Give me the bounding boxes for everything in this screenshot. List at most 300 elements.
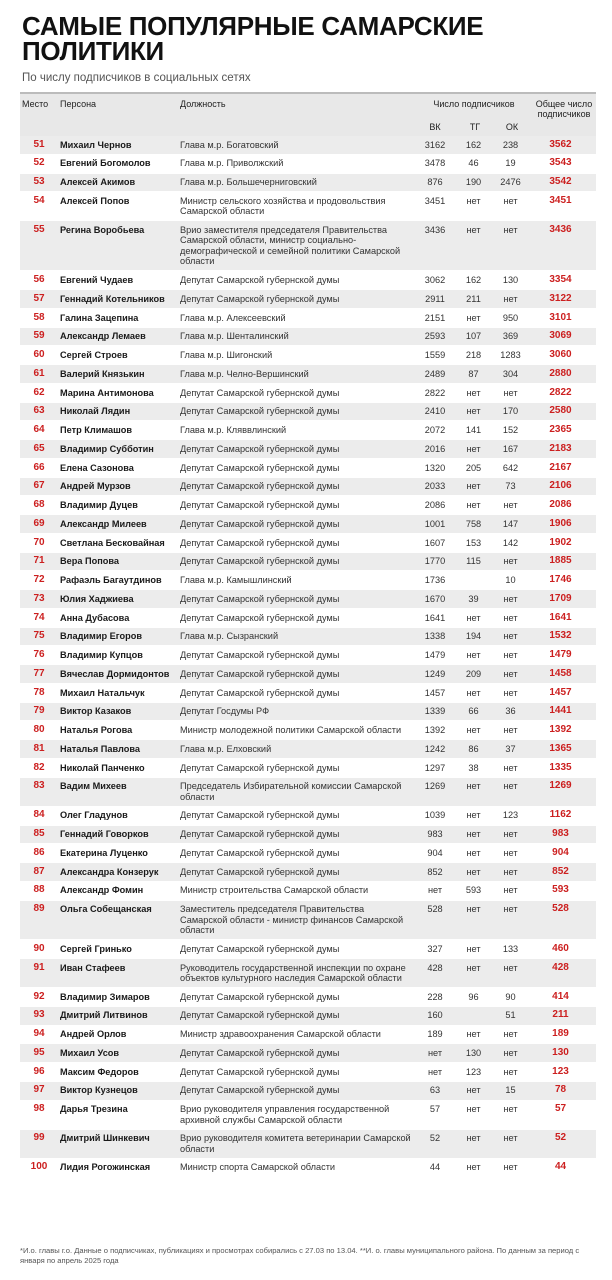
row-ok: 170 bbox=[502, 406, 519, 417]
row-ok: 51 bbox=[505, 1010, 516, 1021]
row-ok: нет bbox=[503, 847, 518, 858]
row-place: 81 bbox=[33, 742, 45, 754]
table-row bbox=[20, 384, 596, 403]
row-person: Галина Зацепина bbox=[60, 312, 139, 323]
row-person: Вера Попова bbox=[60, 556, 120, 567]
row-person: Дмитрий Шинкевич bbox=[60, 1133, 150, 1144]
row-place: 68 bbox=[33, 499, 45, 511]
row-position: Депутат Самарской губернской думы bbox=[180, 866, 340, 877]
row-place: 65 bbox=[33, 442, 45, 454]
table-row bbox=[20, 1007, 596, 1026]
row-total: 2880 bbox=[549, 367, 572, 379]
row-place: 94 bbox=[33, 1028, 45, 1040]
row-tg: нет bbox=[466, 1162, 481, 1173]
row-total: 460 bbox=[552, 942, 569, 954]
row-position: Депутат Самарской губернской думы bbox=[180, 829, 340, 840]
row-person: Андрей Орлов bbox=[60, 1029, 127, 1040]
table-row bbox=[20, 365, 596, 384]
table-row bbox=[20, 515, 596, 534]
row-ok: нет bbox=[503, 866, 518, 877]
row-person: Виктор Казаков bbox=[60, 706, 132, 717]
row-position: Депутат Самарской губернской думы bbox=[180, 847, 340, 858]
row-position: Заместитель председателя Правительства Самарской области - министр финансов Самарской области bbox=[180, 904, 404, 936]
row-ok: 167 bbox=[502, 443, 519, 454]
row-tg: 194 bbox=[465, 631, 482, 642]
row-tg: нет bbox=[466, 1085, 481, 1096]
row-tg: 593 bbox=[465, 885, 482, 896]
row-person: Лидия Рогожинская bbox=[60, 1162, 151, 1173]
row-total: 52 bbox=[554, 1132, 567, 1144]
table-row bbox=[20, 440, 596, 459]
table-row bbox=[20, 421, 596, 440]
table-row bbox=[20, 459, 596, 478]
row-ok: 950 bbox=[502, 312, 519, 323]
table-row bbox=[20, 271, 596, 290]
row-vk: 876 bbox=[427, 177, 443, 188]
row-position: Глава м.р. Богатовский bbox=[180, 139, 279, 150]
row-place: 79 bbox=[33, 705, 45, 717]
row-person: Иван Стафеев bbox=[60, 962, 126, 973]
row-position: Министр строительства Самарской области bbox=[180, 885, 369, 896]
row-vk: 1039 bbox=[424, 810, 446, 821]
row-place: 87 bbox=[33, 865, 45, 877]
table-row bbox=[20, 221, 596, 271]
row-total: 44 bbox=[554, 1161, 567, 1173]
row-place: 77 bbox=[33, 667, 45, 679]
row-vk: 44 bbox=[429, 1162, 441, 1173]
row-tg: нет bbox=[466, 500, 481, 511]
table-row bbox=[20, 684, 596, 703]
row-total: 1746 bbox=[549, 574, 572, 586]
row-place: 74 bbox=[33, 611, 45, 623]
row-vk: 2016 bbox=[424, 443, 446, 454]
row-person: Геннадий Котельников bbox=[60, 293, 165, 304]
row-total: 2580 bbox=[549, 405, 572, 417]
row-person: Александр Лемаев bbox=[60, 331, 146, 342]
row-place: 73 bbox=[33, 592, 45, 604]
row-position: Глава м.р. Шигонский bbox=[180, 350, 273, 361]
row-tg: 211 bbox=[466, 293, 481, 304]
row-vk: 63 bbox=[429, 1085, 441, 1096]
row-vk: 2593 bbox=[424, 331, 446, 342]
row-total: 3354 bbox=[549, 274, 572, 286]
row-total: 428 bbox=[552, 961, 569, 973]
row-person: Олег Гладунов bbox=[60, 810, 128, 821]
row-position: Депутат Самарской губернской думы bbox=[180, 387, 340, 398]
row-place: 82 bbox=[33, 761, 45, 773]
row-ok: 19 bbox=[505, 158, 516, 169]
table-row bbox=[20, 174, 596, 193]
row-tg: нет bbox=[466, 866, 481, 877]
row-total: 1709 bbox=[549, 592, 572, 604]
ranking-table bbox=[20, 92, 596, 1178]
row-total: 528 bbox=[552, 903, 569, 915]
row-tg: 123 bbox=[465, 1066, 482, 1077]
row-person: Евгений Богомолов bbox=[60, 158, 151, 169]
table-row bbox=[20, 609, 596, 628]
row-tg: нет bbox=[466, 1104, 481, 1115]
row-ok: нет bbox=[503, 293, 518, 304]
table-row bbox=[20, 959, 596, 988]
row-ok: 1283 bbox=[500, 350, 521, 361]
row-vk: 1339 bbox=[424, 706, 446, 717]
row-position: Глава м.р. Елховский bbox=[180, 743, 272, 754]
row-ok: нет bbox=[503, 1104, 518, 1115]
row-total: 2167 bbox=[549, 461, 572, 473]
row-tg: 46 bbox=[468, 158, 479, 169]
row-tg: 86 bbox=[468, 743, 479, 754]
row-place: 89 bbox=[33, 903, 45, 915]
row-vk: нет bbox=[427, 1066, 443, 1077]
row-vk: 52 bbox=[429, 1133, 441, 1144]
row-total: 3122 bbox=[549, 292, 572, 304]
table-row bbox=[20, 1101, 596, 1130]
row-person: Владимир Субботин bbox=[60, 443, 154, 454]
row-total: 983 bbox=[552, 828, 569, 840]
row-tg bbox=[455, 1007, 492, 1014]
row-person: Владимир Зимаров bbox=[60, 991, 150, 1002]
table-row bbox=[20, 863, 596, 882]
row-position: Глава м.р. Большечерниговский bbox=[180, 177, 317, 188]
row-person: Владимир Дуцев bbox=[60, 500, 138, 511]
row-total: 2822 bbox=[549, 386, 572, 398]
row-person: Наталья Павлова bbox=[60, 743, 140, 754]
table-row bbox=[20, 290, 596, 309]
row-ok: нет bbox=[503, 725, 518, 736]
row-position: Депутат Самарской губернской думы bbox=[180, 650, 340, 661]
row-place: 63 bbox=[33, 405, 45, 417]
row-total: 3451 bbox=[549, 194, 572, 206]
row-tg: 96 bbox=[468, 991, 479, 1002]
row-place: 83 bbox=[33, 780, 45, 792]
row-tg: 218 bbox=[465, 350, 482, 361]
row-ok: 36 bbox=[505, 706, 516, 717]
table-row bbox=[20, 590, 596, 609]
row-tg bbox=[455, 571, 492, 578]
table-row bbox=[20, 826, 596, 845]
row-tg: нет bbox=[466, 781, 481, 792]
row-ok: нет bbox=[503, 1066, 518, 1077]
row-person: Александр Фомин bbox=[60, 885, 144, 896]
header-tg: ТГ bbox=[469, 122, 481, 132]
row-place: 95 bbox=[33, 1046, 45, 1058]
row-vk: нет bbox=[427, 1047, 443, 1058]
row-vk: 2072 bbox=[424, 425, 446, 436]
row-position: Депутат Самарской губернской думы bbox=[180, 687, 340, 698]
row-place: 92 bbox=[33, 990, 45, 1002]
row-total: 2106 bbox=[549, 480, 572, 492]
row-ok: нет bbox=[503, 650, 518, 661]
row-tg: нет bbox=[466, 225, 481, 236]
row-place: 57 bbox=[33, 292, 45, 304]
row-ok: нет bbox=[503, 762, 518, 773]
row-vk: 1392 bbox=[424, 725, 446, 736]
row-ok: 142 bbox=[502, 537, 519, 548]
table-row bbox=[20, 192, 596, 221]
row-ok: нет bbox=[503, 687, 518, 698]
table-header bbox=[20, 92, 596, 136]
row-position: Врио руководителя комитета ветеринарии Самарской области bbox=[180, 1133, 411, 1154]
row-tg: нет bbox=[466, 943, 481, 954]
row-ok: нет bbox=[503, 500, 518, 511]
row-ok: 123 bbox=[502, 810, 519, 821]
table-row bbox=[20, 807, 596, 826]
row-place: 58 bbox=[33, 311, 45, 323]
row-tg: 66 bbox=[468, 706, 479, 717]
row-position: Глава м.р. Кляввлинский bbox=[180, 425, 287, 436]
table-row bbox=[20, 778, 596, 807]
row-place: 98 bbox=[33, 1103, 45, 1115]
row-vk: 428 bbox=[427, 962, 443, 973]
row-place: 52 bbox=[33, 157, 45, 169]
row-ok: нет bbox=[503, 1029, 518, 1040]
footnote: *И.о. главы г.о. Данные о подписчиках, публикациях и просмотрах собирались с 27.03 по 13.04. **И. о. главы муниципального района. По данным за период с января по апрель 2025 года bbox=[20, 1246, 580, 1265]
row-person: Николай Лядин bbox=[60, 406, 131, 417]
row-tg: нет bbox=[466, 650, 481, 661]
row-ok: нет bbox=[503, 387, 518, 398]
row-person: Юлия Хаджиева bbox=[60, 593, 134, 604]
row-ok: нет bbox=[503, 556, 518, 567]
header-vk: ВК bbox=[429, 122, 441, 132]
header-subscribers: Число подписчиков bbox=[433, 99, 515, 109]
row-total: 2183 bbox=[549, 442, 572, 454]
row-vk: 327 bbox=[427, 943, 443, 954]
row-vk: 1457 bbox=[424, 687, 446, 698]
row-place: 59 bbox=[33, 330, 45, 342]
row-ok: 133 bbox=[502, 943, 519, 954]
row-total: 123 bbox=[552, 1065, 569, 1077]
row-person: Марина Антимонова bbox=[60, 387, 154, 398]
row-person: Александра Конзерук bbox=[60, 866, 159, 877]
row-person: Светлана Бесковайная bbox=[60, 537, 165, 548]
row-tg: нет bbox=[466, 406, 481, 417]
row-total: 1458 bbox=[549, 667, 572, 679]
row-vk: 3162 bbox=[424, 139, 446, 150]
row-place: 64 bbox=[33, 424, 45, 436]
row-vk: 1297 bbox=[424, 762, 446, 773]
header-total: Общее число подписчиков bbox=[535, 99, 593, 119]
row-vk: 2151 bbox=[424, 312, 446, 323]
table-row bbox=[20, 403, 596, 422]
row-place: 71 bbox=[33, 555, 45, 567]
row-person: Анна Дубасова bbox=[60, 612, 130, 623]
row-position: Депутат Самарской губернской думы bbox=[180, 1047, 340, 1058]
row-total: 1641 bbox=[549, 611, 572, 623]
row-vk: 1338 bbox=[424, 631, 446, 642]
table-row bbox=[20, 478, 596, 497]
row-person: Сергей Гринько bbox=[60, 943, 132, 954]
row-position: Глава м.р. Алексеевский bbox=[180, 312, 286, 323]
row-ok: 238 bbox=[502, 139, 519, 150]
row-tg: 39 bbox=[468, 593, 479, 604]
row-position: Депутат Самарской губернской думы bbox=[180, 612, 340, 623]
row-position: Депутат Самарской губернской думы bbox=[180, 1066, 340, 1077]
row-ok: нет bbox=[503, 1162, 518, 1173]
row-place: 75 bbox=[33, 630, 45, 642]
row-place: 93 bbox=[33, 1009, 45, 1021]
row-vk: 57 bbox=[429, 1104, 441, 1115]
row-ok: нет bbox=[503, 781, 518, 792]
table-row bbox=[20, 496, 596, 515]
table-row bbox=[20, 940, 596, 959]
row-place: 80 bbox=[33, 724, 45, 736]
row-total: 3436 bbox=[549, 224, 572, 236]
row-ok: нет bbox=[503, 195, 518, 206]
row-tg: 758 bbox=[465, 518, 482, 529]
row-place: 78 bbox=[33, 686, 45, 698]
row-position: Министр здравоохранения Самарской области bbox=[180, 1029, 381, 1040]
table-row bbox=[20, 136, 596, 155]
table-row bbox=[20, 721, 596, 740]
row-place: 97 bbox=[33, 1084, 45, 1096]
row-tg: нет bbox=[466, 687, 481, 698]
row-tg: нет bbox=[466, 829, 481, 840]
row-person: Владимир Купцов bbox=[60, 650, 143, 661]
row-tg: нет bbox=[466, 962, 481, 973]
row-person: Владимир Егоров bbox=[60, 631, 142, 642]
row-position: Депутат Самарской губернской думы bbox=[180, 1085, 340, 1096]
row-person: Петр Климашов bbox=[60, 425, 133, 436]
row-tg: 130 bbox=[465, 1047, 482, 1058]
row-vk: 983 bbox=[427, 829, 443, 840]
row-position: Председатель Избирательной комиссии Самарской области bbox=[180, 781, 402, 802]
row-position: Глава м.р. Челно-Вершинский bbox=[180, 368, 309, 379]
row-position: Депутат Самарской губернской думы bbox=[180, 462, 340, 473]
table-body bbox=[20, 136, 596, 1178]
row-total: 57 bbox=[554, 1103, 567, 1115]
row-person: Елена Сазонова bbox=[60, 462, 134, 473]
row-person: Александр Милеев bbox=[60, 518, 147, 529]
row-total: 2365 bbox=[549, 424, 572, 436]
table-row bbox=[20, 1026, 596, 1045]
header-person: Персона bbox=[60, 99, 97, 109]
table-row bbox=[20, 988, 596, 1007]
row-total: 3060 bbox=[549, 349, 572, 361]
row-vk: 1670 bbox=[424, 593, 446, 604]
row-ok: нет bbox=[503, 1133, 518, 1144]
row-vk: 528 bbox=[427, 904, 443, 915]
row-vk: 1242 bbox=[424, 743, 446, 754]
row-vk: 3478 bbox=[424, 158, 446, 169]
row-person: Наталья Рогова bbox=[60, 725, 133, 736]
row-place: 61 bbox=[33, 367, 45, 379]
row-total: 414 bbox=[552, 990, 569, 1002]
row-ok: 2476 bbox=[500, 177, 521, 188]
row-total: 189 bbox=[552, 1028, 569, 1040]
row-person: Вадим Михеев bbox=[60, 781, 127, 792]
table-row bbox=[20, 1063, 596, 1082]
row-total: 1479 bbox=[549, 649, 572, 661]
row-ok: нет bbox=[503, 631, 518, 642]
row-ok: нет bbox=[503, 829, 518, 840]
header-place: Место bbox=[22, 99, 49, 109]
row-place: 66 bbox=[33, 461, 45, 473]
row-position: Депутат Самарской губернской думы bbox=[180, 518, 340, 529]
row-position: Депутат Самарской губернской думы bbox=[180, 500, 340, 511]
table-row bbox=[20, 1159, 596, 1178]
page-title: САМЫЕ ПОПУЛЯРНЫЕ САМАРСКИЕ ПОЛИТИКИ bbox=[22, 11, 484, 66]
row-place: 91 bbox=[33, 961, 45, 973]
row-vk: 2086 bbox=[424, 500, 446, 511]
row-vk: 1320 bbox=[424, 462, 446, 473]
row-ok: 304 bbox=[502, 368, 519, 379]
row-person: Рафаэль Багаутдинов bbox=[60, 575, 162, 586]
row-total: 3101 bbox=[549, 311, 572, 323]
row-tg: 141 bbox=[465, 425, 482, 436]
table-row bbox=[20, 1130, 596, 1159]
row-position: Депутат Госдумы РФ bbox=[180, 706, 270, 717]
row-total: 852 bbox=[552, 865, 569, 877]
row-place: 70 bbox=[33, 536, 45, 548]
row-person: Екатерина Луценко bbox=[60, 847, 148, 858]
row-ok: 147 bbox=[502, 518, 519, 529]
table-row bbox=[20, 665, 596, 684]
row-place: 67 bbox=[33, 480, 45, 492]
row-vk: 2911 bbox=[425, 293, 445, 304]
row-total: 1532 bbox=[549, 630, 572, 642]
row-tg: нет bbox=[466, 847, 481, 858]
row-place: 60 bbox=[33, 349, 45, 361]
row-place: 84 bbox=[33, 809, 45, 821]
row-person: Михаил Натальчук bbox=[60, 687, 145, 698]
row-tg: нет bbox=[466, 1133, 481, 1144]
row-total: 1365 bbox=[549, 742, 572, 754]
row-total: 593 bbox=[552, 884, 569, 896]
row-tg: нет bbox=[466, 387, 481, 398]
row-position: Врио руководителя управления государственной архивной службы Самарской области bbox=[180, 1104, 390, 1125]
row-person: Сергей Строев bbox=[60, 350, 128, 361]
row-total: 1906 bbox=[549, 517, 572, 529]
row-total: 1269 bbox=[549, 780, 572, 792]
table-row bbox=[20, 901, 596, 941]
row-position: Депутат Самарской губернской думы bbox=[180, 406, 340, 417]
row-position: Глава м.р. Приволжский bbox=[180, 158, 284, 169]
row-ok: нет bbox=[503, 904, 518, 915]
row-total: 1392 bbox=[549, 724, 572, 736]
row-tg: 87 bbox=[468, 368, 479, 379]
row-vk: 1641 bbox=[424, 612, 446, 623]
row-ok: нет bbox=[503, 962, 518, 973]
row-vk: 3451 bbox=[424, 195, 446, 206]
row-person: Регина Воробьева bbox=[60, 225, 145, 236]
row-tg: нет bbox=[466, 1029, 481, 1040]
row-position: Министр молодежной политики Самарской области bbox=[180, 725, 402, 736]
table-row bbox=[20, 703, 596, 722]
row-total: 1335 bbox=[549, 761, 572, 773]
row-person: Геннадий Говорков bbox=[60, 829, 149, 840]
row-position: Депутат Самарской губернской думы bbox=[180, 593, 340, 604]
row-ok: нет bbox=[503, 885, 518, 896]
row-person: Дмитрий Литвинов bbox=[60, 1010, 148, 1021]
row-vk: 1001 bbox=[424, 518, 446, 529]
table-row bbox=[20, 759, 596, 778]
row-tg: 190 bbox=[465, 177, 482, 188]
row-ok: нет bbox=[503, 593, 518, 604]
row-place: 51 bbox=[33, 138, 45, 150]
row-ok: нет bbox=[503, 612, 518, 623]
row-vk: 904 bbox=[427, 847, 443, 858]
row-ok: 90 bbox=[505, 991, 516, 1002]
row-total: 78 bbox=[554, 1084, 567, 1096]
row-position: Депутат Самарской губернской думы bbox=[180, 810, 340, 821]
row-position: Глава м.р. Сызранский bbox=[180, 631, 279, 642]
header-position: Должность bbox=[180, 99, 226, 109]
row-tg: 38 bbox=[468, 762, 479, 773]
row-total: 3562 bbox=[549, 138, 572, 150]
row-ok: 10 bbox=[505, 575, 516, 586]
row-vk: 2489 bbox=[424, 368, 446, 379]
row-vk: 1249 bbox=[424, 668, 446, 679]
